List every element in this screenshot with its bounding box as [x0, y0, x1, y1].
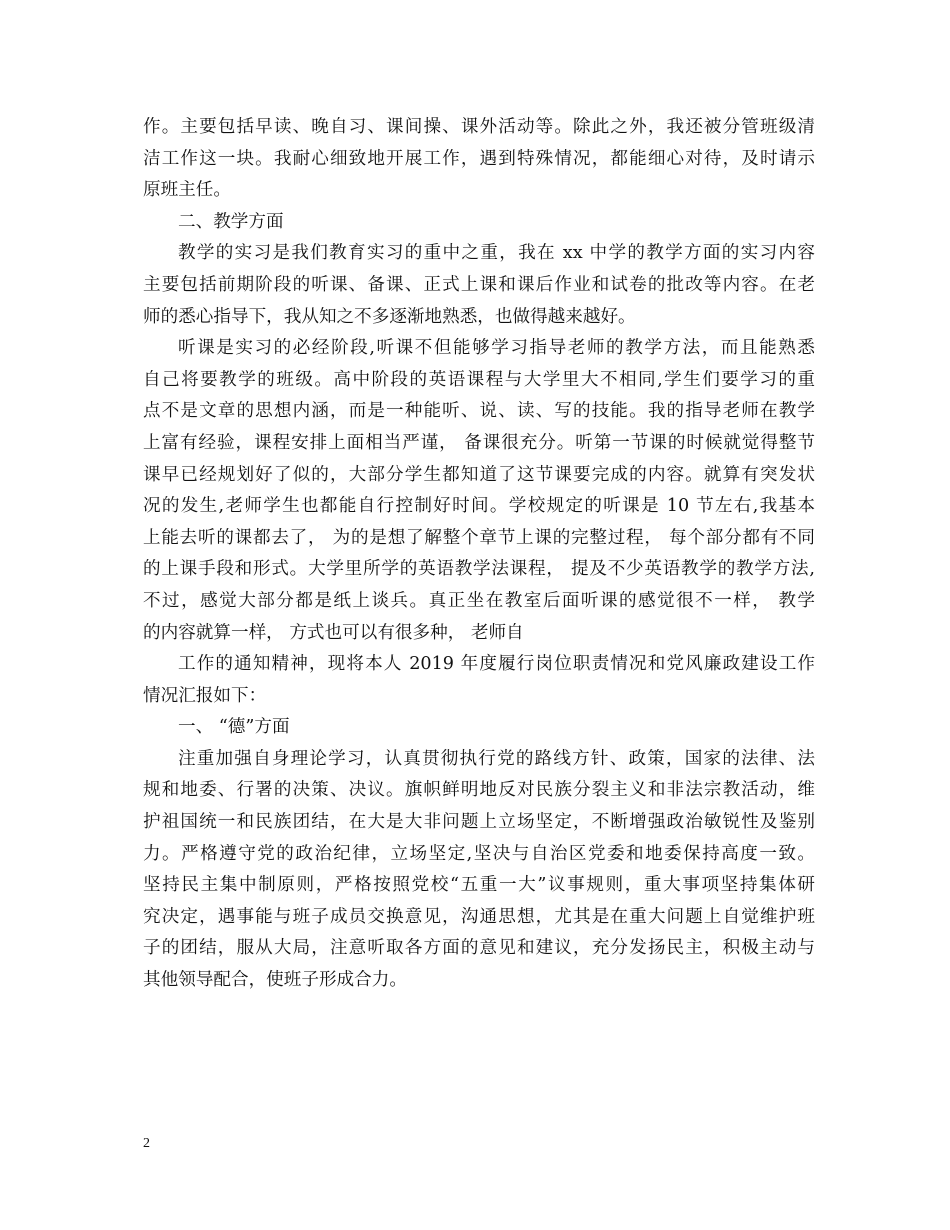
- text-line: 一、 “德”方面: [178, 717, 290, 738]
- text-line: 作。主要包括早读、晚自习、课间操、课外活动等。除此之外，我还被分管班级清: [143, 117, 815, 137]
- text-line: 上能去听的课都去了， 为的是想了解整个章节上课的完整过程， 每个部分都有不同: [143, 527, 815, 548]
- text-line: 护祖国统一和民族团结，在大是大非问题上立场坚定，不断增强政治敏锐性及鉴别: [143, 812, 815, 833]
- text-line: 自己将要教学的班级。高中阶段的英语课程与大学里大不相同,学生们要学习的重: [143, 369, 815, 390]
- text-line: 力。严格遵守党的政治纪律，立场坚定,坚决与自治区党委和地委保持高度一致。: [143, 843, 815, 864]
- text-line: 师的悉心指导下，我从知之不多逐渐地熟悉，也做得越来越好。: [143, 306, 636, 327]
- page-number: 2: [143, 1136, 150, 1151]
- text-line: 究决定，遇事能与班子成员交换意见，沟通思想，尤其是在重大问题上自觉维护班: [143, 906, 815, 927]
- text-line: 二、教学方面: [178, 211, 284, 232]
- document-body: [143, 112, 815, 997]
- text-line: 教学的实习是我们教育实习的重中之重，我在 xx 中学的教学方面的实习内容: [178, 243, 815, 264]
- text-line: 听课是实习的必经阶段,听课不但能够学习指导老师的教学方法，而且能熟悉: [178, 338, 815, 359]
- text-line: 其他领导配合，使班子形成合力。: [143, 970, 407, 991]
- text-line: 不过，感觉大部分都是纸上谈兵。真正坐在教室后面听课的感觉很不一样， 教学: [143, 590, 815, 611]
- text-line: 坚持民主集中制原则，严格按照党校“五重一大”议事规则，重大事项坚持集体研: [143, 875, 815, 896]
- text-line: 点不是文章的思想内涵，而是一种能听、说、读、写的技能。我的指导老师在教学: [143, 401, 815, 422]
- text-line: 注重加强自身理论学习，认真贯彻执行党的路线方针、政策，国家的法律、法: [178, 748, 815, 769]
- text-line: 上富有经验，课程安排上面相当严谨， 备课很充分。听第一节课的时候就觉得整节: [143, 432, 815, 453]
- text-line: 况的发生,老师学生也都能自行控制好时间。学校规定的听课是 10 节左右,我基本: [143, 496, 815, 517]
- text-line: 子的团结，服从大局，注意听取各方面的意见和建议，充分发扬民主，积极主动与: [143, 938, 815, 959]
- text-line: 情况汇报如下：: [143, 685, 267, 706]
- text-line: 的上课手段和形式。大学里所学的英语教学法课程， 提及不少英语教学的教学方法,: [143, 559, 815, 580]
- text-line: 的内容就算一样， 方式也可以有很多种， 老师自: [143, 622, 524, 643]
- text-line: 课早已经规划好了似的，大部分学生都知道了这节课要完成的内容。就算有突发状: [143, 464, 815, 485]
- text-line: 洁工作这一块。我耐心细致地开展工作，遇到特殊情况，都能细心对待，及时请示: [143, 148, 815, 169]
- text-line: 规和地委、行署的决策、决议。旗帜鲜明地反对民族分裂主义和非法宗教活动，维: [143, 780, 815, 801]
- text-line: 原班主任。: [143, 180, 231, 201]
- text-line: 主要包括前期阶段的听课、备课、正式上课和课后作业和试卷的批改等内容。在老: [143, 274, 815, 295]
- text-line: 工作的通知精神，现将本人 2019 年度履行岗位职责情况和党风廉政建设工作: [178, 654, 815, 675]
